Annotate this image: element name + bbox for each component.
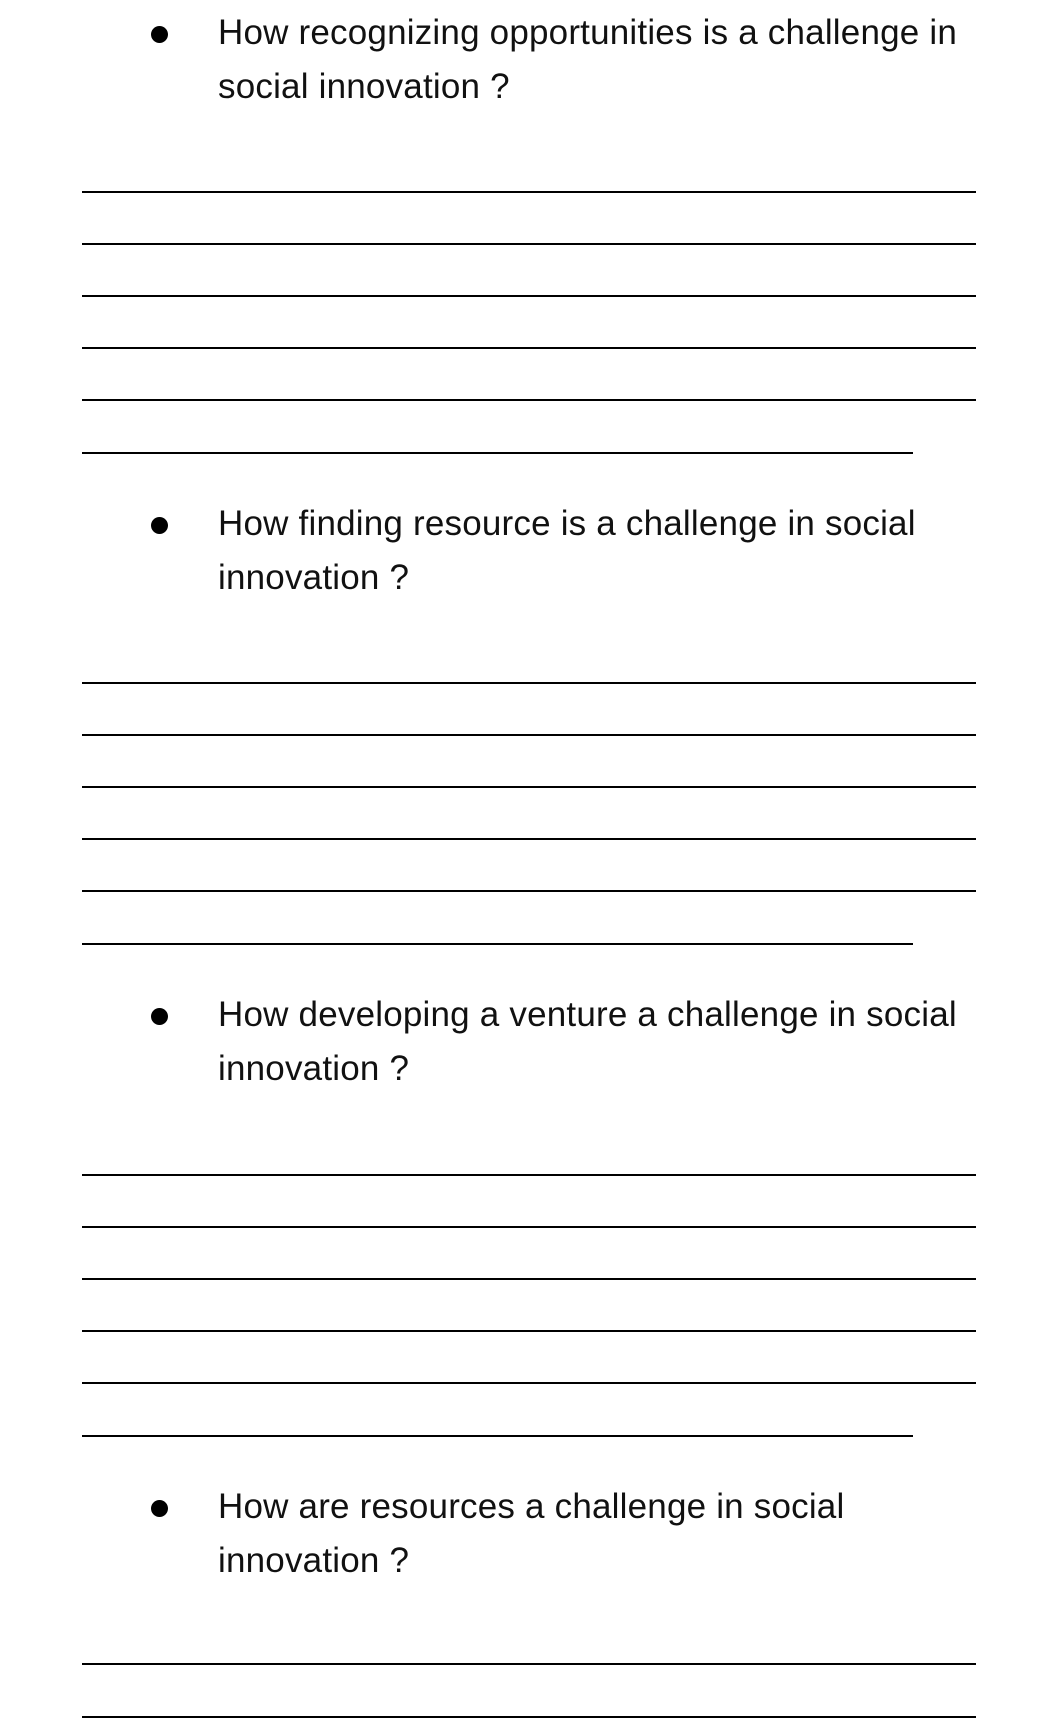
bullet-icon [151,26,168,43]
question-text: How are resources a challenge in social innovation ? [218,1487,845,1580]
answer-line[interactable] [82,452,913,454]
answer-line[interactable] [82,1663,976,1665]
answer-line[interactable] [82,943,913,945]
question-text: How developing a venture a challenge in social innovation ? [218,995,957,1088]
answer-line[interactable] [82,347,976,349]
answer-line[interactable] [82,1278,976,1280]
answer-line[interactable] [82,1330,976,1332]
answer-line[interactable] [82,1174,976,1176]
bullet-icon [151,1008,168,1025]
answer-line[interactable] [82,295,976,297]
question-text: How recognizing opportunities is a challenge in social innovation ? [218,13,957,106]
answer-line[interactable] [82,243,976,245]
answer-line[interactable] [82,786,976,788]
question-text: How finding resource is a challenge in social innovation ? [218,504,916,597]
answer-line[interactable] [82,191,976,193]
answer-line[interactable] [82,734,976,736]
answer-line[interactable] [82,1382,976,1384]
answer-line[interactable] [82,838,976,840]
answer-line[interactable] [82,682,976,684]
answer-line[interactable] [82,1226,976,1228]
bullet-icon [151,1500,168,1517]
answer-line[interactable] [82,890,976,892]
answer-line[interactable] [82,1435,913,1437]
bullet-icon [151,517,168,534]
answer-line[interactable] [82,399,976,401]
